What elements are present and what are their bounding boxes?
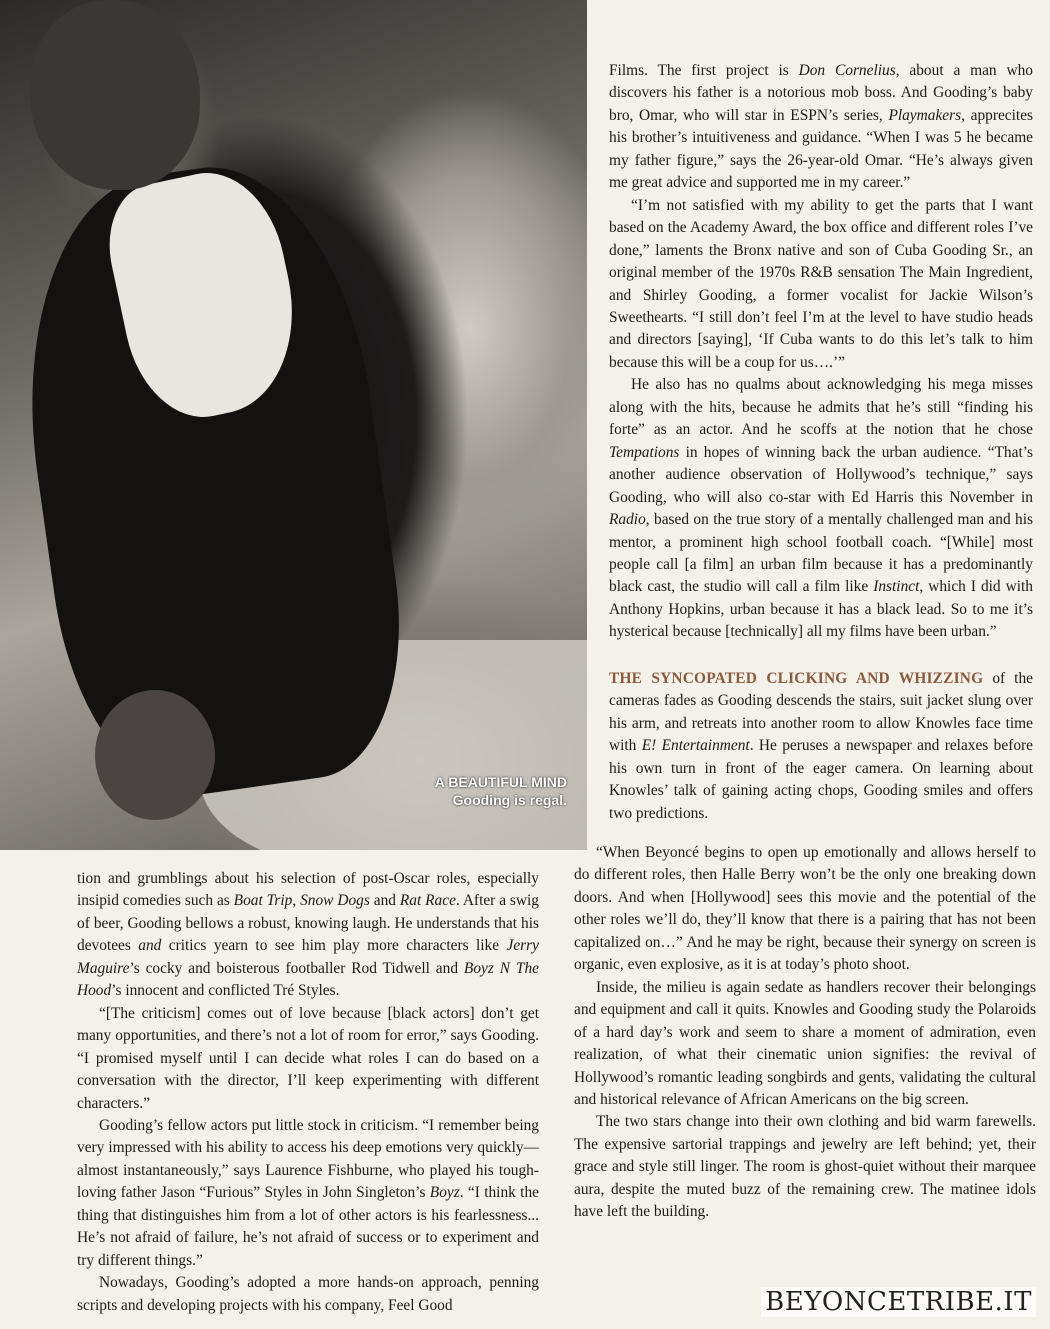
left-column xyxy=(77,868,539,1317)
paragraph: He also has no qualms about acknowledging his mega misses along with the hits, because he admits that he’s still “finding his forte” as an actor. And he scoffs at the notion that he chose Tempations in hopes of winning back the urban audience. “That’s another audience observation of Hollywood’s technique,” says Gooding, who will also co-star with Ed Harris this November in Radio, based on the true story of a mentally challenged man and his mentor, a prominent high school football coach. “[While] most people call [a film] an urban film because it has a predominantly black cast, the studio will call a film like Instinct, which I did with Anthony Hopkins, urban because it has a black lead. So to me it’s hysterical because [technically] all my films have been urban.” xyxy=(609,376,1033,641)
section-lead: THE SYNCOPATED CLICKING AND WHIZZING xyxy=(609,669,984,687)
hand xyxy=(95,690,215,820)
paragraph: Inside, the milieu is again sedate as handlers recover their belongings and equipment and call it quits. Knowles and Gooding study the Polaroids of a hard day’s work and seem to share a moment of admiration, even realization, of what their cinematic union signifies: the revival of Hollywood’s romantic leading songbirds and gents, validating the cultural and historical relevance of African Americans on the big screen. xyxy=(574,978,1036,1108)
caption-subtitle: Gooding is regal. xyxy=(452,792,567,808)
paragraph: The two stars change into their own clothing and bid warm farewells. The expensive sartorial trappings and jewelry are left behind; yet, their grace and style still linger. The room is ghost-quiet without their marquee aura, despite the muted buzz of the remaining crew. The matinee idols have left the building. xyxy=(574,1113,1036,1221)
right-column-top xyxy=(609,60,1033,825)
head xyxy=(30,0,200,190)
paragraph: tion and grumblings about his selection of post-Oscar roles, especially insipid comedies such as Boat Trip, Snow Dogs and Rat Race. After a swig of beer, Gooding bellows a robust, knowing laugh. He understands that his devotees and critics yearn to see him play more characters like Jerry Maguire’s cocky and boisterous footballer Rod Tidwell and Boyz N The Hood’s innocent and conflicted Tré Styles. xyxy=(77,870,540,1000)
paragraph: Gooding’s fellow actors put little stock in criticism. “I remember being very impressed with his ability to access his deep emotions very quickly—almost instantaneously,” says Laurence Fishburne, who played his tough-loving father Jason “Furious” Styles in John Singleton’s Boyz. “I think the thing that distinguishes him from a lot of other actors is his fearlessness... He’s not afraid of failure, he’s not afraid of success or to experiment and try different things.” xyxy=(77,1116,539,1269)
paragraph: “I’m not satisfied with my ability to get the parts that I want based on the Academy Award, the box office and different roles I’ve done,” laments the Bronx native and son of Cuba Gooding Sr., an original member of the 1970s R&B sensation The Main Ingredient, and Shirley Gooding, a former vocalist for Jackie Wilson’s Sweethearts. “I still don’t feel I’m at the level to have studio heads and directors [saying], ‘If Cuba wants to do this let’s talk to him because this will be a coup for us….’” xyxy=(609,196,1033,371)
section-paragraph xyxy=(609,668,1033,825)
section-lead-rest: of the cameras fades as Gooding descends the stairs, suit jacket slung over his arm, and retreats into another room to allow Knowles face time with E! Entertainment. He peruses a newspaper and relaxes before his own turn in front of the eager camera. On learning about Knowles’ talk of gaining acting chops, Gooding smiles and offers two predictions. xyxy=(609,669,1033,822)
paragraph: “[The criticism] comes out of love because [black actors] don’t get many opportunities, and there’s not a lot of room for error,” says Gooding. “I promised myself until I can decide what roles I can do based on a conversation with the director, I’ll keep experimenting with different characters.” xyxy=(77,1004,539,1112)
paragraph: Nowadays, Gooding’s adopted a more hands-on approach, penning scripts and developing projects with his company, Feel Good xyxy=(77,1274,539,1314)
caption-title: A BEAUTIFUL MIND xyxy=(434,774,567,790)
right-column-bottom xyxy=(574,842,1036,1224)
photo-caption xyxy=(435,773,567,809)
portrait-photo xyxy=(0,0,587,850)
paragraph: Films. The first project is Don Cornelius, about a man who discovers his father is a notorious mob boss. And Gooding’s baby bro, Omar, who will star in ESPN’s series, Playmakers, apprecites his brother’s intuitiveness and guidance. “When I was 5 he became my father figure,” says the 26-year-old Omar. “He’s always given me great advice and supported me in my career.” xyxy=(609,62,1033,192)
paragraph: “When Beyoncé begins to open up emotionally and allows herself to do different roles, then Halle Berry won’t be the only one breaking down doors. And when [Hollywood] sees this movie and the potential of the other roles we’ll do, they’ll know that there is a pairing that has not been capitalized on…” And he may be right, because their synergy on screen is organic, even explosive, as it is at today’s photo shoot. xyxy=(574,844,1036,974)
watermark: BEYONCETRIBE.IT xyxy=(761,1287,1036,1317)
